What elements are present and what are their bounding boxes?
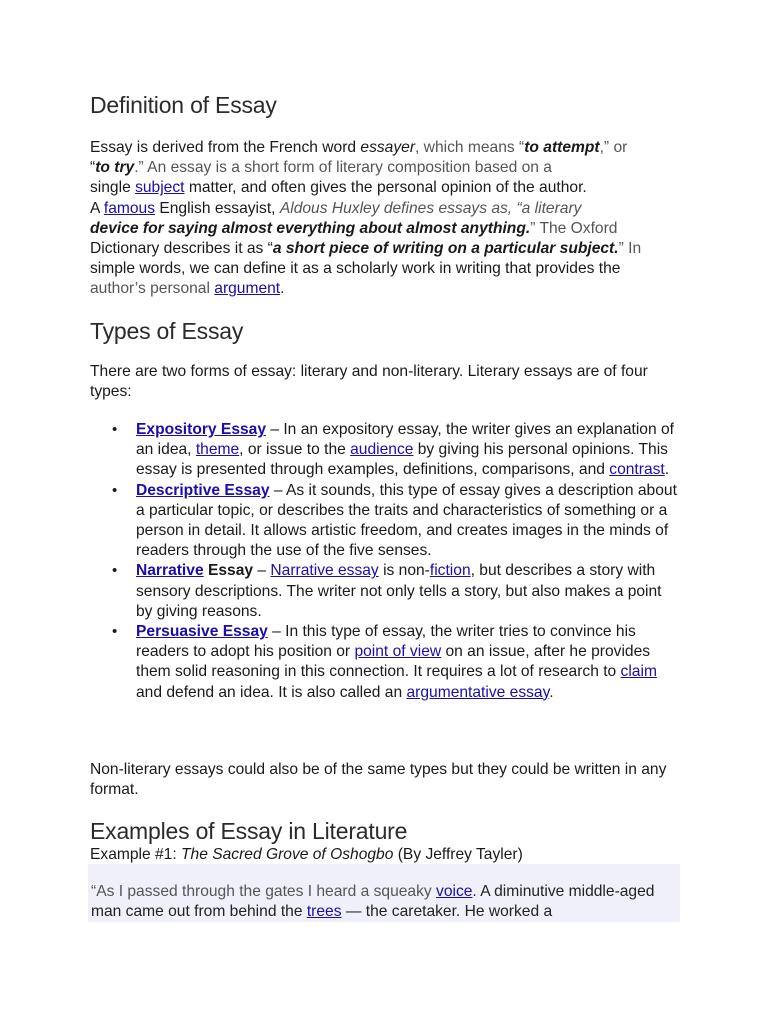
link-voice[interactable]: voice	[436, 883, 473, 900]
link-argument[interactable]: argument	[214, 280, 281, 298]
def-line-7: simple words, we can define it as a scholarly work in writing that provides the	[90, 260, 621, 278]
types-intro: There are two forms of essay: literary and non-literary. Literary essays are of four types:	[90, 363, 648, 401]
example-author: (By Jeffrey Tayler)	[393, 846, 523, 863]
text: .	[549, 683, 554, 701]
list-item-persuasive	[90, 622, 682, 703]
text: A	[90, 199, 104, 217]
heading-definition: Definition of Essay	[90, 92, 277, 118]
list-item-descriptive	[90, 481, 682, 562]
link-subject[interactable]: subject	[135, 179, 185, 197]
link-descriptive-essay[interactable]: Descriptive Essay	[136, 481, 270, 499]
text-bold-italic: device for saying almost everything about almost anything.	[90, 219, 531, 237]
text: – In an expository essay, the writer gives an explanation of an idea,	[136, 421, 674, 459]
text: — the caretaker. He worked a	[341, 903, 553, 921]
link-trees[interactable]: trees	[306, 903, 342, 921]
link-expository-essay[interactable]: Expository Essay	[136, 421, 267, 438]
text: . A diminutive middle-aged man came out from behind the	[91, 883, 655, 921]
list-item-narrative	[90, 561, 682, 622]
text: ,” or	[599, 139, 628, 156]
example-quote	[88, 864, 680, 922]
text-bold-italic: to try	[95, 159, 135, 177]
text: –	[253, 562, 271, 580]
text: – In this type of essay, the writer tries to convince his readers to adopt his position or	[136, 623, 636, 661]
text: , which means “	[415, 139, 525, 156]
text: Essay is derived from the French word	[90, 139, 361, 156]
example-caption	[90, 845, 680, 865]
text-bold: Essay	[203, 562, 254, 580]
text: on an issue, after he provides them solid reasoning in this connection. It requires a lot of research to	[136, 643, 651, 681]
text: author’s personal	[90, 280, 215, 298]
text: single	[90, 179, 136, 197]
text: Dictionary describes it as “	[90, 240, 273, 258]
link-contrast[interactable]: contrast	[609, 461, 665, 479]
def-line-6	[90, 239, 680, 259]
link-fiction[interactable]: fiction	[429, 562, 471, 580]
text: .	[664, 461, 670, 479]
link-famous[interactable]: famous	[103, 199, 156, 217]
text-bold-italic: to attempt	[524, 139, 600, 156]
example-title: The Sacred Grove of Oshogbo	[181, 846, 394, 863]
text: .	[280, 280, 285, 298]
def-line-1	[90, 138, 680, 158]
text: .” An essay is a short form of literary composition based on a	[134, 159, 552, 177]
def-line-2	[90, 158, 680, 178]
link-argumentative-essay[interactable]: argumentative essay	[406, 683, 550, 701]
link-audience[interactable]: audience	[350, 441, 414, 459]
text: “	[90, 159, 96, 177]
def-line-3	[90, 178, 680, 198]
list-item-expository	[90, 420, 682, 481]
link-narrative[interactable]: Narrative	[136, 562, 204, 580]
text-italic: Aldous Huxley defines essays as, “a literary	[279, 199, 582, 217]
text: – As it sounds, this type of essay gives a description about a particular topic, or describes the traits and characteristics of something or a person in detail. It allows artistic freedom, and creates images in the minds of readers through the use of the five senses.	[136, 481, 677, 560]
text: and defend an idea. It is also called an	[136, 683, 407, 701]
link-theme[interactable]: theme	[195, 441, 240, 459]
text: “As I passed through the gates I heard a squeaky	[91, 883, 437, 900]
text: , but describes a story with sensory descriptions. The writer not only tells a story, but also makes a point by giving reasons.	[136, 562, 662, 620]
text: is non-	[378, 562, 430, 580]
heading-types: Types of Essay	[90, 318, 244, 344]
def-line-5	[90, 219, 680, 239]
link-narrative-essay[interactable]: Narrative essay	[270, 562, 379, 580]
text: English essayist,	[155, 199, 280, 217]
types-list	[90, 420, 682, 703]
text: ” The Oxford	[530, 219, 618, 237]
def-line-4	[90, 199, 680, 219]
text-bold-italic: a short piece of writing on a particular subject.	[272, 240, 619, 258]
text-italic: essayer	[360, 139, 416, 156]
def-line-8	[90, 279, 680, 299]
link-point-of-view[interactable]: point of view	[354, 643, 442, 661]
definition-paragraph	[90, 138, 680, 300]
link-claim[interactable]: claim	[620, 663, 657, 681]
types-outro: Non-literary essays could also be of the same types but they could be written in any format.	[90, 761, 667, 799]
text: by giving his personal opinions. This essay is presented through examples, definitions, comparisons, and	[136, 441, 668, 479]
heading-examples: Examples of Essay in Literature	[90, 818, 408, 844]
text: Example #1:	[90, 846, 182, 863]
text: matter, and often gives the personal opinion of the author.	[184, 179, 587, 197]
text: , or issue to the	[239, 441, 351, 459]
link-persuasive-essay[interactable]: Persuasive Essay	[136, 623, 268, 641]
text: ” In	[618, 240, 642, 258]
